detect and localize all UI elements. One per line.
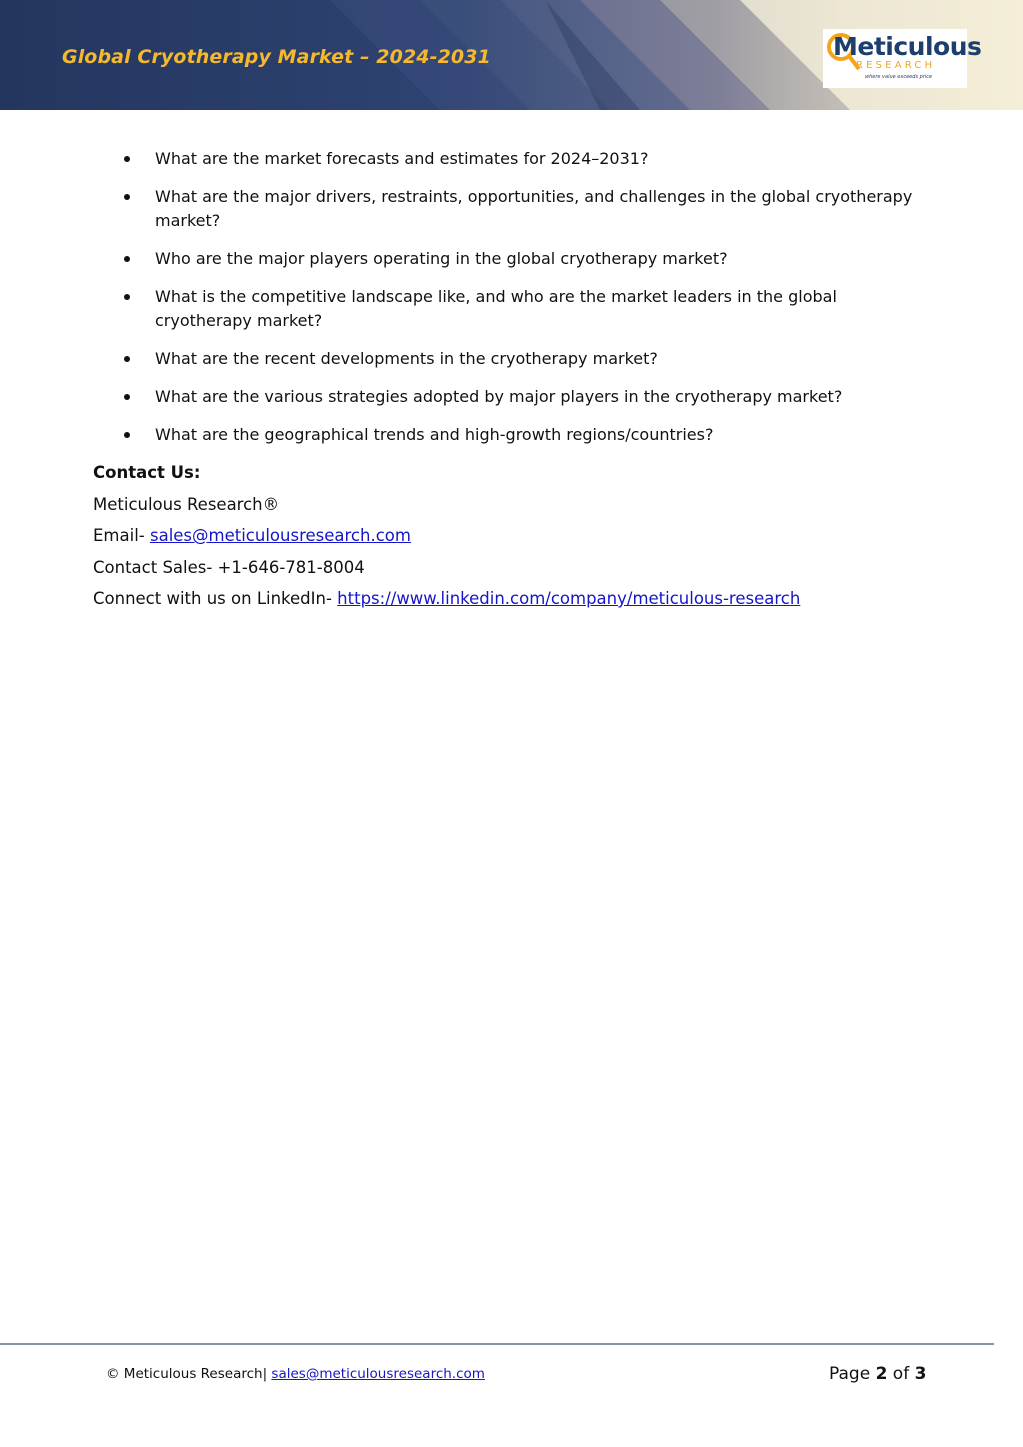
linkedin-link[interactable]: https://www.linkedin.com/company/meticulous-research: [337, 589, 801, 608]
list-item: What are the recent developments in the cryotherapy market?: [93, 347, 923, 371]
list-item: What are the major drivers, restraints, opportunities, and challenges in the global cryotherapy market?: [93, 185, 923, 233]
sales-phone: Contact Sales- +1-646-781-8004: [93, 557, 365, 577]
list-item: What are the various strategies adopted by major players in the cryotherapy market?: [93, 385, 923, 409]
list-item: What are the geographical trends and high-growth regions/countries?: [93, 423, 923, 447]
bullet-icon: [124, 394, 130, 400]
bullet-icon: [124, 432, 130, 438]
footer-divider: [0, 1343, 994, 1345]
contact-heading: Contact Us:: [93, 463, 201, 482]
contact-section: [93, 461, 800, 619]
page-header: [0, 0, 1023, 110]
question-list: [93, 147, 923, 461]
bullet-icon: [124, 256, 130, 262]
list-item: What is the competitive landscape like, and who are the market leaders in the global cryotherapy market?: [93, 285, 923, 333]
email-line: Email- sales@meticulousresearch.com: [93, 526, 411, 545]
linkedin-line: Connect with us on LinkedIn- https://www.linkedin.com/company/meticulous-research: [93, 589, 801, 608]
footer-copyright: © Meticulous Research| sales@meticulousresearch.com: [106, 1366, 485, 1382]
company-name: Meticulous Research®: [93, 494, 280, 514]
bullet-icon: [124, 156, 130, 162]
bullet-icon: [124, 294, 130, 300]
footer-email-link[interactable]: sales@meticulousresearch.com: [271, 1366, 485, 1382]
logo-wordmark: Meticulous: [833, 32, 982, 61]
logo-tagline: where value exceeds price: [865, 74, 933, 80]
bullet-icon: [124, 194, 130, 200]
bullet-icon: [124, 356, 130, 362]
page-number: Page 2 of 3: [829, 1364, 927, 1384]
list-item: Who are the major players operating in the global cryotherapy market?: [93, 247, 923, 271]
header-title: Global Cryotherapy Market – 2024-2031: [62, 46, 491, 68]
logo-subtitle: RESEARCH: [856, 60, 936, 71]
list-item: What are the market forecasts and estimates for 2024–2031?: [93, 147, 923, 171]
email-link[interactable]: sales@meticulousresearch.com: [149, 526, 411, 545]
company-logo: [823, 29, 982, 88]
